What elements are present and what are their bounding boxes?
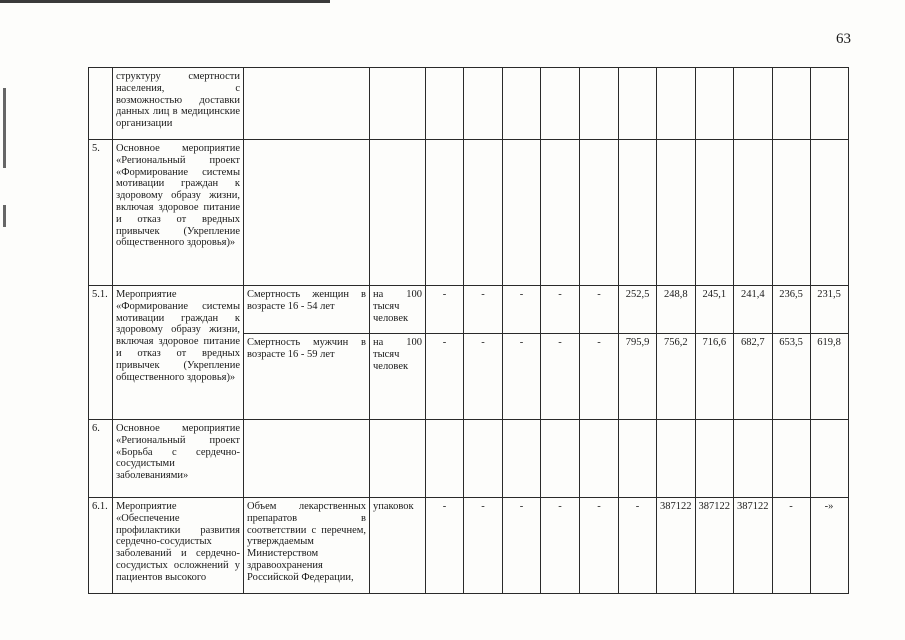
value-cell: [541, 140, 580, 286]
row-number: 6.: [89, 420, 113, 498]
value-cell: [695, 420, 734, 498]
table-row: [89, 420, 849, 498]
value-cell: -: [580, 286, 619, 334]
value-cell: 241,4: [734, 286, 773, 334]
value-cell: 756,2: [657, 334, 696, 420]
value-cell: [734, 68, 773, 140]
value-cell: [734, 140, 773, 286]
table-row: [89, 140, 849, 286]
value-cell: [657, 420, 696, 498]
measure-description: Основное мероприятие «Региональный проект «Формирование системы мотивации граждан к здоровому образу жизни, включая здоровое питание и отказ от вредных привычек (Укрепление общественного здоровья)»: [113, 140, 244, 286]
unit-cell: на 100 тысяч человек: [370, 334, 426, 420]
value-cell: [464, 68, 503, 140]
value-cell: [426, 68, 464, 140]
value-cell: [503, 140, 541, 286]
value-cell: [580, 140, 619, 286]
indicator-name: Смертность мужчин в возрасте 16 - 59 лет: [244, 334, 370, 420]
value-cell: [503, 68, 541, 140]
value-cell: [772, 420, 810, 498]
value-cell: [695, 68, 734, 140]
value-cell: [503, 420, 541, 498]
value-cell: -: [541, 334, 580, 420]
top-edge-line: [0, 0, 330, 3]
binding-mark: [3, 205, 6, 227]
value-cell: [580, 420, 619, 498]
value-cell: [426, 140, 464, 286]
value-cell: [810, 140, 848, 286]
value-cell: 248,8: [657, 286, 696, 334]
value-cell: [541, 420, 580, 498]
value-cell: 387122: [734, 498, 773, 594]
value-cell: [464, 140, 503, 286]
value-cell: [464, 420, 503, 498]
value-cell: -: [541, 498, 580, 594]
value-cell: 236,5: [772, 286, 810, 334]
value-cell: -: [426, 286, 464, 334]
value-cell: -: [426, 498, 464, 594]
value-cell: [772, 68, 810, 140]
value-cell: [657, 68, 696, 140]
value-cell: -: [426, 334, 464, 420]
value-cell: -: [503, 334, 541, 420]
value-cell: [619, 68, 657, 140]
value-cell: [772, 140, 810, 286]
value-cell: [657, 140, 696, 286]
value-cell: -: [772, 498, 810, 594]
row-number: 5.1.: [89, 286, 113, 420]
unit-cell: [370, 68, 426, 140]
row-number: 6.1.: [89, 498, 113, 594]
value-cell: 245,1: [695, 286, 734, 334]
table-row: [89, 498, 849, 594]
value-cell: -: [464, 334, 503, 420]
binding-mark: [3, 88, 6, 168]
value-cell: 716,6: [695, 334, 734, 420]
value-cell: -: [464, 286, 503, 334]
measure-description: Основное мероприятие «Региональный проект «Борьба с сердечно-сосудистыми заболеваниями»: [113, 420, 244, 498]
measure-description: Мероприятие «Обеспечение профилактики развития сердечно-сосудистых заболеваний и сердечно-сосудистых осложнений у пациентов высокого: [113, 498, 244, 594]
value-cell: [426, 420, 464, 498]
value-cell: -: [619, 498, 657, 594]
row-number: [89, 68, 113, 140]
table-row: [89, 286, 849, 334]
measure-description: Мероприятие «Формирование системы мотивации граждан к здоровому образу жизни, включая здоровое питание и отказ от вредных привычек (Укрепление общественного здоровья)»: [113, 286, 244, 420]
value-cell: 252,5: [619, 286, 657, 334]
indicator-name: Объем лекарственных препаратов в соответствии с перечнем, утверждаемым Министерством здравоохранения Российской Федерации,: [244, 498, 370, 594]
value-cell: -: [464, 498, 503, 594]
value-cell: -»: [810, 498, 848, 594]
indicator-name: Смертность женщин в возрасте 16 - 54 лет: [244, 286, 370, 334]
indicator-name: [244, 140, 370, 286]
value-cell: [810, 420, 848, 498]
unit-cell: на 100 тысяч человек: [370, 286, 426, 334]
indicator-name: [244, 68, 370, 140]
measure-description: структуру смертности населения, с возможностью доставки данных лиц в медицинские организации: [113, 68, 244, 140]
table-row: [89, 68, 849, 140]
page-number: 63: [836, 31, 851, 47]
value-cell: 231,5: [810, 286, 848, 334]
value-cell: 682,7: [734, 334, 773, 420]
value-cell: 795,9: [619, 334, 657, 420]
value-cell: 653,5: [772, 334, 810, 420]
value-cell: [541, 68, 580, 140]
value-cell: [580, 68, 619, 140]
value-cell: -: [541, 286, 580, 334]
value-cell: [619, 420, 657, 498]
value-cell: 619,8: [810, 334, 848, 420]
unit-cell: упаковок: [370, 498, 426, 594]
value-cell: -: [580, 498, 619, 594]
value-cell: 387122: [657, 498, 696, 594]
value-cell: -: [503, 498, 541, 594]
indicator-name: [244, 420, 370, 498]
value-cell: [695, 140, 734, 286]
value-cell: -: [580, 334, 619, 420]
unit-cell: [370, 140, 426, 286]
unit-cell: [370, 420, 426, 498]
value-cell: [619, 140, 657, 286]
measures-table: [88, 67, 849, 594]
value-cell: [734, 420, 773, 498]
row-number: 5.: [89, 140, 113, 286]
value-cell: [810, 68, 848, 140]
value-cell: 387122: [695, 498, 734, 594]
value-cell: -: [503, 286, 541, 334]
